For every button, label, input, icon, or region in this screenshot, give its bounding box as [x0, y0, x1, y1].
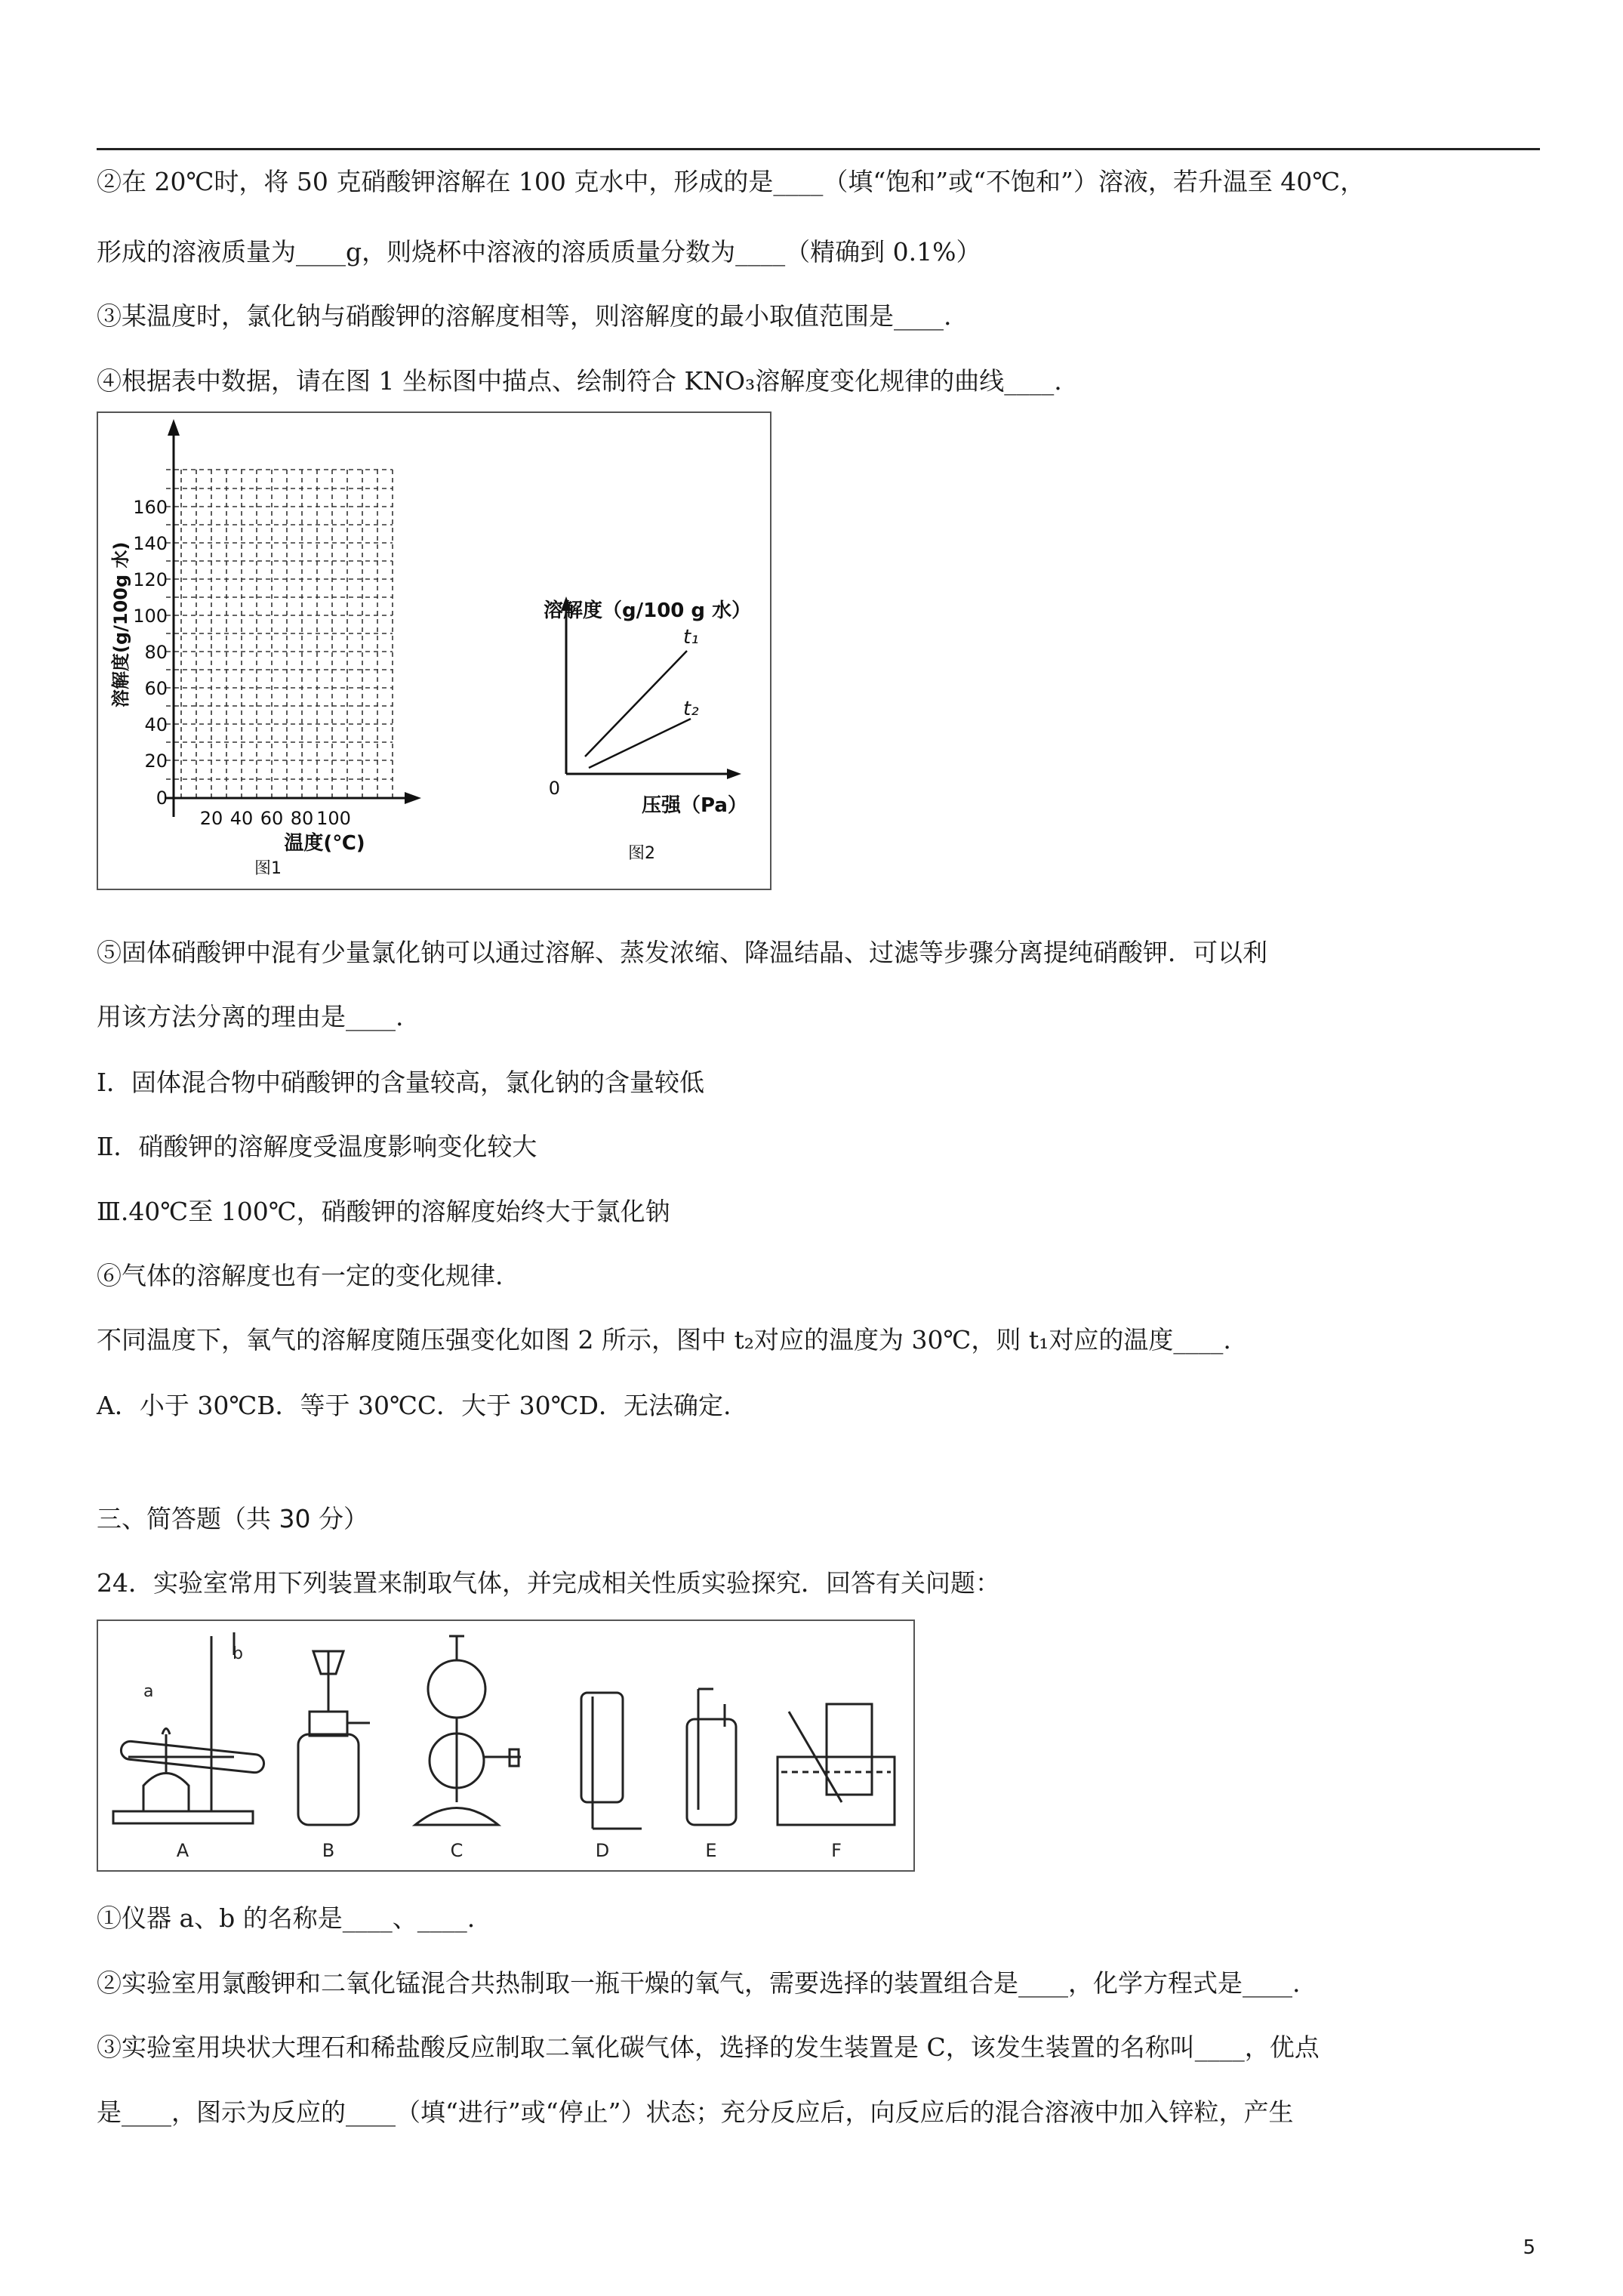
figure2-ylabel: 溶解度（g/100 g 水）: [544, 599, 752, 622]
question-line: 形成的溶液质量为____g，则烧杯中溶液的溶质质量分数为____（精确到 0.1%）: [97, 237, 981, 267]
figure1-ytick: 160: [133, 497, 168, 518]
question-line: 用该方法分离的理由是____.: [97, 1002, 404, 1031]
question-line: ②实验室用氯酸钾和二氧化锰混合共热制取一瓶干燥的氧气，需要选择的装置组合是____，化学方程式是____.: [97, 1968, 1301, 1998]
apparatus-b: [298, 1651, 370, 1825]
figure1-ytick: 100: [133, 606, 168, 627]
figure2-t2-label: t₂: [683, 698, 699, 720]
apparatus-label: C: [450, 1840, 463, 1861]
apparatus-e: [687, 1689, 736, 1825]
apparatus-labels: [177, 1840, 842, 1861]
figure1-ytick: 40: [144, 714, 168, 735]
figure2-t1-label: t₁: [683, 626, 699, 649]
apparatus-c: [415, 1636, 521, 1825]
figure1-xticks: [200, 808, 351, 829]
question-line: ⑥气体的溶解度也有一定的变化规律.: [97, 1261, 504, 1290]
part-b-label: b: [233, 1644, 243, 1663]
section-heading: 三、简答题（共 30 分）: [97, 1504, 368, 1533]
figure1-xtick: 40: [229, 808, 254, 829]
figure2-caption: 图2: [628, 844, 655, 863]
question-line: ⑤固体硝酸钾中混有少量氯化钠可以通过溶解、蒸发浓缩、降温结晶、过滤等步骤分离提纯硝酸钾．可以利: [97, 938, 1267, 967]
figure1-xtick: 20: [199, 808, 223, 829]
solubility-figures: [97, 411, 771, 890]
figure2-xlabel: 压强（Pa）: [642, 794, 747, 817]
figure1-x-arrow: [405, 792, 421, 804]
question-line: Ⅲ.40℃至 100℃，硝酸钾的溶解度始终大于氯化钠: [97, 1197, 670, 1226]
figure1-ytick: 120: [133, 569, 168, 590]
figure1-ytick: 80: [144, 642, 168, 663]
figure1-xlabel: 温度(℃): [284, 832, 365, 855]
apparatus-svg: [98, 1621, 913, 1870]
figure1-ytick: 140: [133, 533, 168, 554]
apparatus-label: E: [705, 1840, 717, 1861]
question-line: 24．实验室常用下列装置来制取气体，并完成相关性质实验探究．回答有关问题：: [97, 1568, 1000, 1598]
apparatus-f: [778, 1704, 895, 1825]
apparatus-figure: [97, 1620, 915, 1872]
figure2-x-arrow: [727, 769, 741, 779]
figure2-origin: 0: [548, 778, 560, 799]
apparatus-d: [581, 1693, 642, 1829]
figure1-ytick: 0: [156, 787, 168, 809]
figure1-axes: [165, 428, 411, 817]
figure1-ytick: 60: [144, 678, 168, 699]
figure1-ytick: 20: [144, 750, 168, 772]
figure1-yticks: [133, 497, 168, 809]
figure-svg: [98, 413, 770, 889]
question-line: ④根据表中数据，请在图 1 坐标图中描点、绘制符合 KNO₃溶解度变化规律的曲线____.: [97, 366, 1062, 396]
question-line: ③某温度时，氯化钠与硝酸钾的溶解度相等，则溶解度的最小取值范围是____.: [97, 301, 952, 331]
figure1-xtick: 60: [260, 808, 284, 829]
apparatus-label: B: [322, 1840, 335, 1861]
part-a-label: a: [143, 1682, 154, 1701]
question-line: A．小于 30℃B．等于 30℃C．大于 30℃D．无法确定.: [97, 1391, 731, 1420]
question-line: ①仪器 a、b 的名称是____、____.: [97, 1903, 476, 1933]
question-line: ③实验室用块状大理石和稀盐酸反应制取二氧化碳气体，选择的发生装置是 C，该发生装置的名称叫____，优点: [97, 2032, 1320, 2062]
figure1-ylabel: 溶解度(g/100g 水): [110, 541, 131, 707]
figure1-xtick: 80: [290, 808, 314, 829]
header-rule: [97, 148, 1540, 150]
question-line: 是____，图示为反应的____（填“进行”或“停止”）状态；充分反应后，向反应后的混合溶液中加入锌粒，产生: [97, 2097, 1294, 2127]
curve-t1: [585, 651, 687, 757]
figure1-xtick: 100: [316, 808, 351, 829]
question-line: 不同温度下，氧气的溶解度随压强变化如图 2 所示，图中 t₂对应的温度为 30℃，则 t₁对应的温度____.: [97, 1325, 1231, 1354]
figure1-grid: [166, 470, 393, 798]
question-line: Ⅰ．固体混合物中硝酸钾的含量较高，氯化钠的含量较低: [97, 1068, 705, 1097]
curve-t2: [589, 719, 691, 768]
page-number: 5: [1523, 2236, 1535, 2259]
apparatus-label: D: [595, 1840, 610, 1861]
question-line: ②在 20℃时，将 50 克硝酸钾溶解在 100 克水中，形成的是____（填“饱和”或“不饱和”）溶液，若升温至 40℃，: [97, 167, 1366, 196]
figure1-caption: 图1: [254, 859, 282, 878]
apparatus-label: F: [831, 1840, 842, 1861]
apparatus-label: A: [176, 1840, 189, 1861]
question-line: Ⅱ．硝酸钾的溶解度受温度影响变化较大: [97, 1132, 537, 1161]
figure1-y-arrow: [168, 419, 180, 436]
